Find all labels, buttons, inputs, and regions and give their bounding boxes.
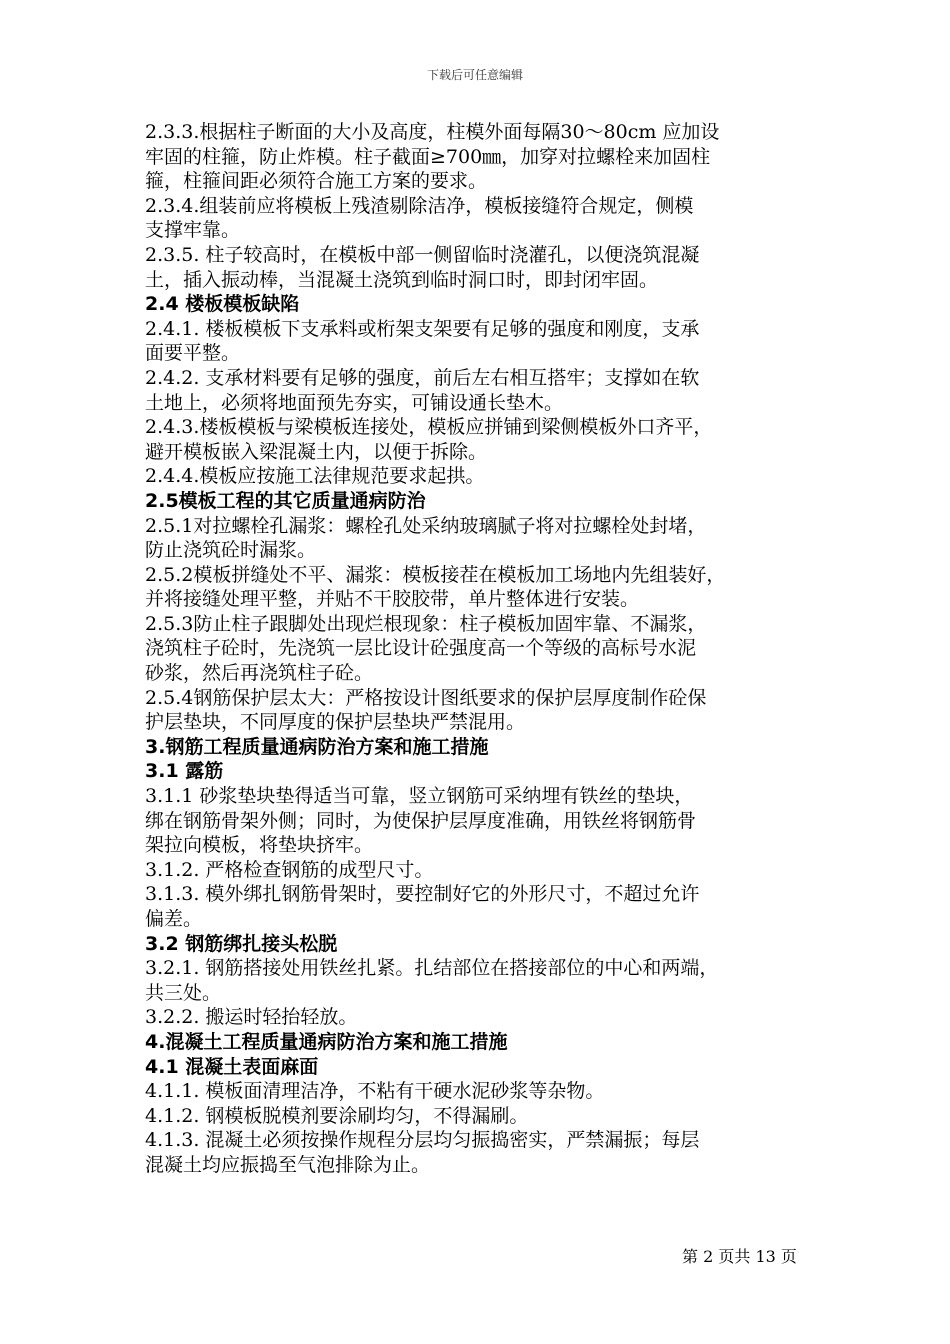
text-line: 3.1.3. 模外绑扎钢筋骨架时，要控制好它的外形尺寸，不超过允许	[145, 883, 700, 906]
text-line: 偏差。	[145, 908, 203, 930]
text-line: 防止浇筑砼时漏浆。	[145, 539, 317, 562]
text-line: 混凝土均应振捣至气泡排除为止。	[145, 1153, 431, 1176]
text-line: 2.4.2. 支承材料要有足够的强度，前后左右相互搭牢；支撑如在软	[145, 366, 700, 389]
text-line: 箍，柱箍间距必须符合施工方案的要求。	[145, 170, 488, 193]
document-body	[145, 120, 825, 1178]
text-line: 护层垫块，不同厚度的保护层垫块严禁混用。	[145, 711, 526, 734]
section-heading: 2.5模板工程的其它质量通病防治	[145, 489, 426, 512]
text-line: 共三处。	[145, 981, 222, 1004]
section-heading: 4.混凝土工程质量通病防治方案和施工措施	[145, 1030, 508, 1053]
text-line: 绑在钢筋骨架外侧；同时，为使保护层厚度准确，用铁丝将钢筋骨	[145, 809, 697, 832]
text-line: 浇筑柱子砼时，先浇筑一层比设计砼强度高一个等级的高标号水泥	[145, 637, 697, 660]
text-line: 3.1.2. 严格检查钢筋的成型尺寸。	[145, 858, 434, 881]
text-line: 2.4.4.模板应按施工法律规范要求起拱。	[145, 465, 485, 488]
text-line: 2.5.1对拉螺栓孔漏浆：螺栓孔处采纳玻璃腻子将对拉螺栓处封堵，	[145, 514, 707, 537]
section-heading: 3.钢筋工程质量通病防治方案和施工措施	[145, 735, 489, 758]
section-heading: 3.2 钢筋绑扎接头松脱	[145, 932, 338, 955]
section-heading: 3.1 露筋	[145, 760, 224, 783]
text-line: 2.3.4.组装前应将模板上残渣剔除洁净，模板接缝符合规定，侧模	[145, 194, 694, 217]
text-line: 4.1.3. 混凝土必须按操作规程分层均匀振捣密实，严禁漏振；每层	[145, 1129, 700, 1152]
text-line: 土地上，必须将地面预先夯实，可铺设通长垫木。	[145, 391, 564, 414]
text-line: 牢固的柱箍，防止炸模。柱子截面≥700㎜，加穿对拉螺栓来加固柱	[145, 145, 711, 168]
text-line: 2.4.1. 楼板模板下支承料或桁架支架要有足够的强度和刚度，支承	[145, 317, 700, 340]
text-line: 避开模板嵌入梁混凝土内，以便于拆除。	[145, 440, 488, 463]
text-line: 3.2.1. 钢筋搭接处用铁丝扎紧。扎结部位在搭接部位的中心和两端，	[145, 957, 719, 980]
text-line: 2.4.3.楼板模板与梁模板连接处，模板应拼铺到梁侧模板外口齐平，	[145, 416, 713, 439]
text-line: 3.2.2. 搬运时轻抬轻放。	[145, 1006, 358, 1029]
text-line: 架拉向模板，将垫块挤牢。	[145, 834, 374, 857]
text-line: 并将接缝处理平整，并贴不干胶胶带，单片整体进行安装。	[145, 588, 640, 611]
text-line: 2.5.4钢筋保护层太大：严格按设计图纸要求的保护层厚度制作砼保	[145, 686, 707, 709]
text-line: 支撑牢靠。	[145, 219, 241, 242]
text-line: 2.5.2模板拼缝处不平、漏浆：模板接茬在模板加工场地内先组装好，	[145, 563, 726, 586]
text-line: 土，插入振动棒，当混凝土浇筑到临时洞口时，即封闭牢固。	[145, 268, 659, 291]
section-heading: 4.1 混凝土表面麻面	[145, 1055, 319, 1078]
page-header-note: 下载后可任意编辑	[426, 68, 523, 82]
text-line: 4.1.1. 模板面清理洁净，不粘有干硬水泥砂浆等杂物。	[145, 1080, 605, 1103]
text-line: 砂浆，然后再浇筑柱子砼。	[145, 662, 374, 685]
text-line: 2.3.3.根据柱子断面的大小及高度，柱模外面每隔30～80cm 应加设	[145, 121, 720, 143]
text-line: 4.1.2. 钢模板脱模剂要涂刷均匀，不得漏刷。	[145, 1104, 529, 1127]
section-heading: 2.4 楼板模板缺陷	[145, 293, 300, 316]
page-number: 第 2 页共 13 页	[682, 1247, 797, 1266]
text-line: 2.5.3防止柱子跟脚处出现烂根现象：柱子模板加固牢靠、不漏浆，	[145, 612, 707, 635]
text-line: 面要平整。	[145, 342, 241, 365]
text-line: 2.3.5. 柱子较高时，在模板中部一侧留临时浇灌孔，以便浇筑混凝	[145, 243, 700, 266]
text-line: 3.1.1 砂浆垫块垫得适当可靠，竖立钢筋可采纳埋有铁丝的垫块，	[145, 785, 694, 808]
